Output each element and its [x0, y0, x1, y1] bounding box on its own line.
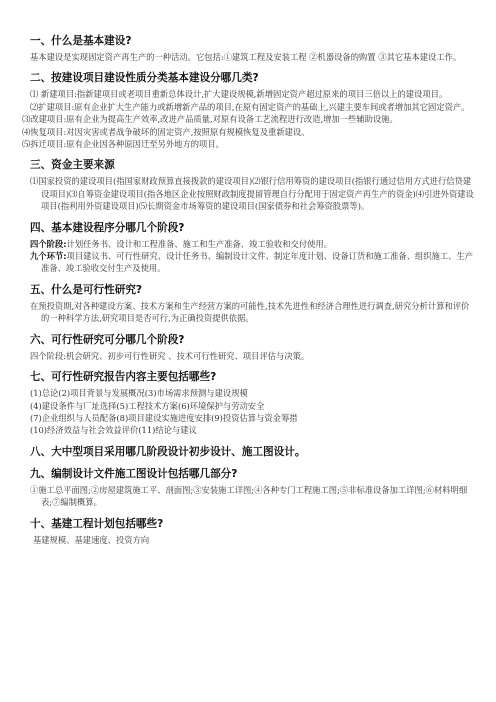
steps-label: 九个环节:: [30, 251, 67, 262]
section-7-line-2: (4)建设条件与厂址选择(5)工程技术方案(6)环境保护与劳动安全: [30, 400, 265, 411]
section-heading-6: 六、可行性研究可分哪几个阶段?: [30, 333, 185, 346]
section-5-text: 在预投资期,对各种建设方案、技术方案和生产经营方案的可能性,技术先进性和经济合理性进行调查,研究分析计算和评价的一种科学方法,研究项目是否可行,为正确投资提供依据。: [30, 300, 470, 324]
section-heading-9: 九、编制设计文件施工图设计包括哪几部分?: [30, 467, 238, 480]
section-7-line-4: (10)经济效益与社会效益评价(11)结论与建议: [30, 425, 197, 436]
section-3-text: ⑴国家投资的建设项目(指国家财政预算直接拨款的建设项目)⑵银行信用筹资的建设项目(指银行通过信用方式进行信贷建设项目)⑶自筹资金建设项目(指各地区企业按照财政制度提留管理自行分配用于固定资产再生产的资金)⑷引进外资建设项目(指利用外资建设项目)⑸长期资金市场筹资的建设项目(国家债券和社会筹资股票等)。: [30, 176, 474, 212]
section-2-item-5: ⑸拆迁项目:原有企业因各种原因迁至另外地方的项目。: [22, 139, 224, 150]
section-7-line-3: (7)企业组织与人员配备(8)项目建设实施进度安排(9)投资估算与资金筹措: [30, 412, 298, 423]
section-heading-5: 五、什么是可行性研究?: [30, 283, 143, 296]
section-6-text: 四个阶段:机会研究、初步可行性研究 、技术可行性研究、项目评估与决策。: [30, 350, 310, 361]
section-2-item-2: ⑵扩建项目:原有企业扩大生产能力或新增新产品的项目,在原有固定资产的基础上,兴建主要车间或者增加其它固定资产。: [30, 101, 470, 112]
section-4-stages: [30, 238, 474, 250]
section-2-item-4: ⑷恢复项目:对因灾害或者战争破坏的固定资产,按照原有规模恢复及重新建设。: [22, 126, 310, 137]
section-10-text: 基建规模、基建速度、投资方向: [33, 534, 150, 545]
section-heading-3: 三、资金主要来源: [30, 159, 115, 172]
section-1-text: 基本建设是实现固定资产再生产的一种活动。它包括:①建筑工程及安装工程 ②机器设备的购置 ③其它基本建设工作。: [30, 52, 462, 62]
section-heading-8: 八、大中型项目采用哪几阶段设计初步设计、施工图设计。: [30, 445, 306, 458]
section-2-item-1: ⑴ 新建项目:指新建项目或老项目重新总体设计,扩大建设规模,新增固定资产超过原来的项目三倍以上的建设项目。: [30, 89, 448, 100]
section-heading-10: 十、基建工程计划包括哪些?: [30, 517, 164, 530]
section-2-item-3: ⑶改建项目:原有企业为提高生产效率,改进产品质量,对原有设备工艺流程进行改造,增加一些辅助设施。: [22, 114, 398, 125]
section-heading-7: 七、可行性研究报告内容主要包括哪些?: [30, 371, 217, 384]
stages-label: 四个阶段:: [30, 238, 67, 249]
section-7-line-1: (1)总论(2)项目背景与发展概况(3)市场需求预测与建设规模: [30, 388, 248, 399]
section-4-steps: [30, 250, 474, 275]
section-heading-4: 四、基本建设程序分哪几个阶段?: [30, 221, 185, 234]
section-9-text: ①施工总平面图;②房屋建筑施工平、剖面图;③安装施工详图;④各种专门工程施工图;⑤非标准设备加工详图;⑥材料明细表;⑦编制概算。: [30, 484, 468, 508]
steps-text: 项目建议书、可行性研究、设计任务书、编制设计文件、制定年度计划、设备订货和施工准备、组织施工、生产准备、竣工验收交付生产及使用。: [41, 251, 474, 274]
section-heading-2: 二、按建设项目建设性质分类基本建设分哪几类?: [30, 72, 259, 85]
section-heading-1: 一、什么是基本建设?: [30, 35, 132, 47]
stages-text: 计划任务书、设计和工程准备、施工和生产准备、竣工验收和交付使用。: [66, 238, 333, 249]
